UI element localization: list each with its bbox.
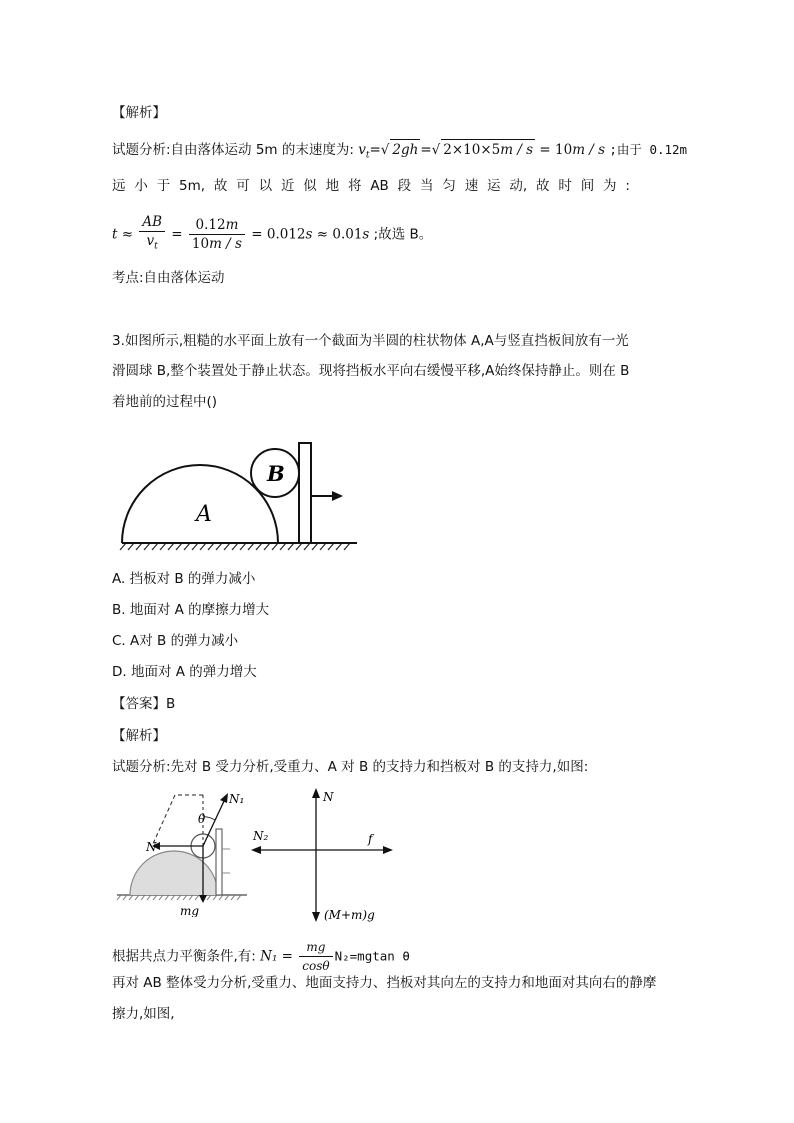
question-line-2: 滑圆球 B,整个装置处于静止状态。现将挡板水平向右缓慢平移,A始终保持静止。则在 B	[112, 363, 630, 379]
line2-char: 可	[236, 178, 250, 194]
label-mg: mg	[180, 904, 200, 917]
label-theta: θ	[198, 812, 206, 826]
option-a: A. 挡板对 B 的弹力减小	[112, 571, 256, 587]
line2-char: 匀	[442, 178, 456, 194]
board	[299, 443, 311, 543]
analysis-prefix: 试题分析:自由落体运动 5m 的末速度为:	[112, 142, 354, 158]
para-line-1: 再对 AB 整体受力分析,受重力、地面支持力、挡板对其向左的支持力和地面对其向右的静摩	[112, 975, 657, 991]
line2-char: AB	[370, 178, 389, 194]
line2-char: 以	[258, 178, 273, 194]
analysis-suffix: ;由于 0.12m	[609, 142, 688, 157]
line2-char: 速	[464, 178, 479, 194]
option-d: D. 地面对 A 的弹力增大	[112, 664, 257, 680]
line2-char: 故	[536, 178, 550, 194]
question-line-1: 3.如图所示,粗糙的水平面上放有一个截面为半圆的柱状物体 A,A与竖直挡板间放有一光	[112, 333, 629, 349]
equilibrium-rest: N₂=mgtan θ	[334, 948, 410, 964]
label-a: A	[196, 502, 212, 527]
label-n-right: N	[323, 790, 334, 804]
line2-char: 间	[580, 178, 595, 194]
analysis-line-2	[112, 176, 630, 196]
line2-char: 时	[558, 178, 572, 194]
equilibrium-lhs: N₁ =	[260, 948, 293, 965]
line2-char: 远	[112, 178, 126, 194]
analysis-heading-1: 【解析】	[112, 105, 166, 121]
line2-char: 似	[303, 178, 317, 194]
label-b: B	[267, 461, 285, 486]
figure-semicircle-ball	[112, 436, 362, 556]
figure-force-ab	[250, 785, 400, 925]
arrow-right-icon	[383, 846, 393, 854]
arrow-left-icon	[251, 846, 261, 854]
equilibrium-prefix: 根据共点力平衡条件,有:	[112, 948, 256, 965]
label-n1: N₁	[229, 792, 245, 806]
arrow-up-icon	[312, 788, 320, 798]
line2-char: 故	[213, 178, 228, 194]
line2-char: 于	[156, 178, 171, 194]
kaodian: 考点:自由落体运动	[112, 270, 225, 286]
analysis-line-3: 试题分析:先对 B 受力分析,受重力、A 对 B 的支持力和挡板对 B 的支持力,如图:	[112, 759, 589, 775]
equilibrium-den: cosθ	[302, 959, 330, 973]
analysis-heading-2: 【解析】	[112, 728, 166, 744]
line2-char: :	[625, 178, 630, 194]
line2-char: 动,	[509, 178, 528, 194]
label-n: N	[146, 840, 157, 854]
velocity-formula: $v_t=√$ 2gh =√ 2×10×5m / s = 10m / s	[358, 142, 605, 158]
option-b: B. 地面对 A 的摩擦力增大	[112, 602, 270, 618]
answer: 【答案】B	[112, 696, 176, 712]
line2-char: 小	[134, 178, 148, 194]
line2-char: 地	[325, 178, 340, 194]
label-n2: N₂	[253, 829, 269, 843]
time-suffix: ;故选 B。	[373, 226, 433, 243]
para-line-2: 擦力,如图,	[112, 1006, 175, 1022]
line2-char: 5m,	[179, 178, 206, 194]
arrow-right-icon	[332, 491, 343, 501]
label-f: f	[368, 832, 373, 846]
equilibrium-num: mg	[299, 938, 332, 957]
arrow-down-icon	[312, 912, 320, 922]
label-mmg: (M+m)g	[324, 908, 375, 922]
line2-char: 近	[280, 178, 295, 194]
line2-char: 当	[420, 178, 434, 194]
question-line-3: 着地前的过程中()	[112, 394, 218, 410]
option-c: C. A对 B 的弹力减小	[112, 633, 239, 649]
line2-char: 为	[603, 178, 617, 194]
line2-char: 段	[397, 178, 412, 194]
line2-char: 将	[347, 178, 362, 194]
line2-char: 运	[487, 178, 501, 194]
time-formula: t ≈ $\frac{AB}{v_t}$ = $\frac{0.12m}{10m / s}$ = 0.012s ≈ 0.01s ;故选 B。	[112, 214, 433, 252]
equilibrium-line	[112, 938, 410, 975]
analysis-line-1	[112, 139, 687, 166]
figure-force-b	[112, 787, 252, 917]
